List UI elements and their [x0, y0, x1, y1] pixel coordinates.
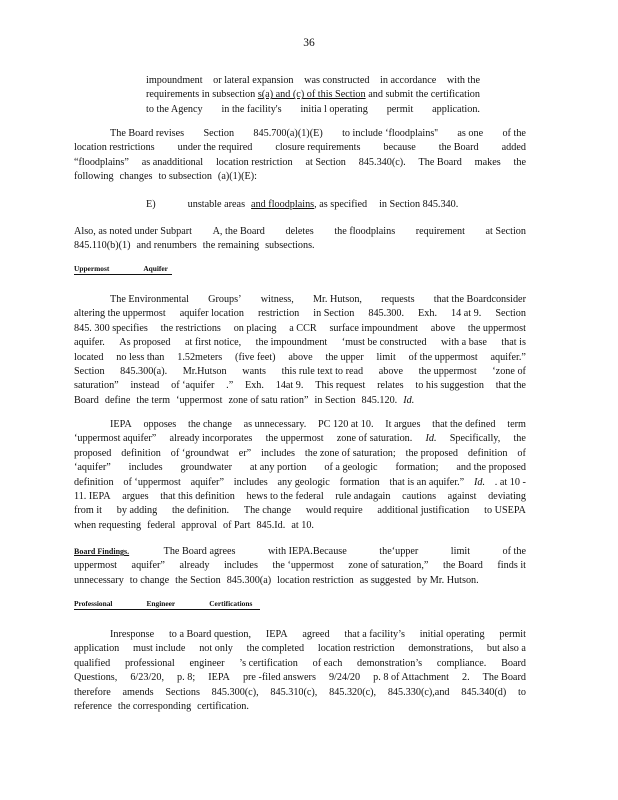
- text-line: [74, 307, 526, 321]
- text-segment: of each: [312, 657, 343, 669]
- text-segment: the Board: [438, 142, 479, 154]
- text-segment: already incorporates: [169, 433, 253, 445]
- text-segment: IEPA: [265, 629, 288, 640]
- text-segment: the restrictions: [160, 322, 221, 334]
- paragraph-board-findings: [74, 545, 526, 588]
- text-segment: the upper: [325, 351, 364, 363]
- text-line: [74, 476, 526, 490]
- text-segment: altering the uppermost: [74, 308, 166, 320]
- text-segment: formation;: [395, 462, 439, 474]
- text-segment: “floodplains”: [74, 156, 129, 168]
- heading-word: Certifications: [209, 599, 253, 608]
- text-line: [146, 74, 480, 88]
- text-segment: against: [447, 491, 477, 503]
- text-segment: impoundment: [146, 75, 203, 86]
- text-segment: approval: [181, 519, 217, 531]
- text-segment: The change: [243, 505, 292, 517]
- text-segment: the corresponding: [117, 701, 192, 713]
- text-segment: with a base: [441, 337, 487, 349]
- text-segment: the Board: [442, 560, 483, 572]
- text-segment: deviating: [488, 491, 526, 503]
- heading-uppermost-aquifer: [74, 264, 172, 275]
- text-segment: 11. IEPA: [74, 491, 111, 503]
- text-segment: in Section: [313, 308, 355, 320]
- text-segment: qualified: [74, 657, 111, 669]
- text-segment: the zone of saturation;: [304, 447, 396, 459]
- text-segment: p. 8;: [177, 672, 196, 684]
- text-segment: that is: [501, 337, 526, 349]
- text-segment: cautions: [402, 491, 437, 503]
- text-line: [74, 351, 526, 365]
- text-segment: Exh.: [244, 380, 264, 392]
- text-segment: surface impoundment: [329, 322, 419, 334]
- text-segment: A, the Board: [212, 226, 265, 237]
- text-line: [74, 519, 526, 533]
- text-segment: p. 8 of Attachment: [373, 672, 449, 684]
- text-line: [74, 170, 526, 184]
- text-segment: definition: [74, 476, 114, 488]
- text-line: [74, 156, 526, 170]
- heading-word: Aquifer: [143, 264, 168, 273]
- paragraph-subpart-a: [74, 225, 526, 254]
- heading-word: Professional: [74, 599, 113, 608]
- text-segment: Mr. Hutson,: [313, 294, 362, 305]
- text-segment: demonstrations,: [408, 643, 474, 655]
- text-segment: Groups’: [208, 294, 242, 305]
- text-segment: of a geologic: [324, 462, 378, 474]
- text-segment: The Board: [418, 156, 462, 168]
- text-segment: above: [378, 366, 404, 378]
- text-segment: any geologic: [277, 476, 330, 488]
- text-segment: that is an aquifer.”: [389, 476, 465, 488]
- text-segment: that a facility’s: [344, 629, 405, 640]
- text-segment: This request: [315, 380, 366, 392]
- text-segment: s(a) and (c) of this Section: [257, 89, 366, 101]
- text-segment: the term: [136, 394, 171, 406]
- text-segment: application.: [432, 103, 480, 115]
- text-segment: this rule text to read: [281, 366, 364, 378]
- text-segment: Exh.: [418, 308, 438, 320]
- text-segment: at first notice,: [184, 337, 242, 349]
- text-segment: above: [288, 351, 313, 363]
- text-line: [146, 88, 480, 102]
- heading-word: Engineer: [146, 599, 176, 608]
- text-segment: agreed: [302, 629, 330, 640]
- text-segment: of ‘aquifer: [171, 380, 215, 392]
- text-line: [74, 418, 526, 432]
- text-segment: 845.320(c),: [329, 686, 377, 698]
- text-segment: not only: [199, 643, 233, 655]
- text-segment: deletes: [285, 226, 314, 237]
- text-segment: PC 120 at 10.: [318, 419, 374, 430]
- text-segment: the certification: [415, 89, 480, 101]
- text-segment: to subsection: [158, 171, 212, 183]
- text-segment: includes: [128, 462, 163, 474]
- text-segment: to: [518, 686, 526, 698]
- text-segment: As proposed: [119, 337, 171, 349]
- text-segment: location restriction: [277, 574, 354, 586]
- text-segment: makes: [474, 156, 501, 168]
- text-segment: to the Agency: [146, 103, 203, 115]
- text-line: [74, 293, 526, 307]
- text-segment: the ‘uppermost: [272, 560, 334, 572]
- text-segment: that the Boardconsider: [433, 294, 526, 305]
- text-line: [74, 642, 526, 656]
- text-segment: of the: [502, 546, 526, 557]
- text-segment: 845.300(a): [226, 574, 272, 586]
- list-item-e: [74, 198, 526, 212]
- text-segment: the change: [188, 419, 232, 430]
- text-line: [74, 432, 526, 446]
- text-segment: reference: [74, 701, 112, 713]
- text-segment: located: [74, 351, 104, 363]
- text-line: [74, 574, 526, 588]
- text-segment: aquifer”: [190, 476, 224, 488]
- text-segment: uppermost: [74, 560, 118, 572]
- text-segment: of Part: [223, 519, 251, 531]
- text-segment: added: [501, 142, 526, 154]
- text-segment: Board: [74, 394, 99, 406]
- heading-word: Uppermost: [74, 264, 110, 273]
- text-line: [74, 322, 526, 336]
- text-segment: of the uppermost: [408, 351, 478, 363]
- text-segment: 1.52meters: [177, 351, 223, 363]
- text-segment: Also, as noted under Subpart: [74, 226, 192, 237]
- text-line: [74, 365, 526, 379]
- paragraph-board-revises: [74, 127, 526, 185]
- text-segment: includes: [233, 476, 268, 488]
- text-segment: therefore: [74, 686, 111, 698]
- text-segment: Section: [203, 128, 235, 139]
- text-segment: zone of satu ration”: [228, 394, 309, 406]
- text-segment: in accordance: [380, 75, 437, 86]
- text-segment: the completed: [246, 643, 305, 655]
- text-segment: 14at 9.: [275, 380, 304, 392]
- text-segment: saturation”: [74, 380, 119, 392]
- text-segment: proposed: [74, 447, 112, 459]
- text-segment: aquifer location: [179, 308, 244, 320]
- text-segment: the remaining: [202, 240, 260, 252]
- text-segment: witness,: [260, 294, 294, 305]
- text-segment: Id.: [425, 433, 437, 445]
- text-segment: 845. 300 specifies: [74, 322, 148, 334]
- text-segment: definition: [467, 447, 508, 459]
- text-segment: of the: [502, 128, 526, 139]
- heading-professional-engineer-certifications: [74, 599, 260, 610]
- text-segment: as one: [457, 128, 484, 139]
- item-e-text-end: in Section 845.340.: [379, 199, 459, 210]
- text-segment: amends: [122, 686, 154, 698]
- text-segment: relates: [377, 380, 404, 392]
- text-segment: pre -filed answers: [242, 672, 316, 684]
- text-segment: requirements: [146, 89, 200, 101]
- text-segment: initia l operating: [300, 103, 368, 115]
- text-segment: unnecessary: [74, 574, 124, 586]
- text-segment: 845.340(c).: [358, 156, 406, 168]
- text-segment: in Section: [314, 394, 356, 406]
- text-segment: must include: [133, 643, 186, 655]
- text-segment: wants: [242, 366, 267, 378]
- text-segment: the Section: [175, 574, 221, 586]
- text-segment: location restrictions: [74, 142, 155, 154]
- text-segment: as unnecessary.: [243, 419, 307, 430]
- text-line: [146, 103, 480, 117]
- text-segment: from it: [74, 505, 103, 517]
- text-segment: demonstration’s: [357, 657, 423, 669]
- text-segment: ‘uppermost aquifer”: [74, 433, 157, 445]
- text-segment: Inresponse: [110, 629, 155, 640]
- text-line: [74, 700, 526, 714]
- text-segment: The Board revises: [110, 128, 185, 139]
- text-segment: no less than: [116, 351, 165, 363]
- text-segment: and renumbers: [136, 240, 197, 252]
- text-segment: on placing: [233, 322, 277, 334]
- text-segment: the‘upper: [379, 546, 419, 557]
- text-segment: of ‘uppermost: [123, 476, 181, 488]
- text-segment: ‘aquifer”: [74, 462, 111, 474]
- text-segment: that the: [495, 380, 526, 392]
- text-segment: define: [104, 394, 131, 406]
- text-segment: Id.: [403, 394, 415, 406]
- text-segment: 845.700(a)(1)(E): [253, 128, 323, 139]
- text-segment: additional justification: [377, 505, 470, 517]
- text-segment: of ‘groundwat: [170, 447, 229, 459]
- text-segment: the definition.: [171, 505, 230, 517]
- text-segment: as anadditional: [141, 156, 204, 168]
- text-segment: of: [517, 447, 526, 459]
- text-segment: includes: [261, 447, 295, 459]
- text-segment: engineer: [189, 657, 225, 669]
- text-segment: hews to the federal: [246, 491, 324, 503]
- text-segment: already: [179, 560, 210, 572]
- text-segment: Questions,: [74, 672, 118, 684]
- text-segment: IEPA: [208, 672, 230, 684]
- text-segment: was constructed: [304, 75, 370, 86]
- text-segment: It argues: [385, 419, 421, 430]
- item-e-text: unstable areas: [187, 199, 246, 210]
- text-segment: following: [74, 171, 114, 183]
- text-segment: includes: [223, 560, 258, 572]
- text-segment: Specifically,: [449, 433, 501, 445]
- text-segment: The Environmental: [110, 294, 189, 305]
- text-segment: when requesting: [74, 519, 142, 531]
- text-segment: requirement: [415, 226, 465, 237]
- text-segment: 845.300.: [368, 308, 405, 320]
- text-segment: instead: [130, 380, 160, 392]
- text-segment: Section: [495, 308, 526, 320]
- text-segment: .”: [226, 380, 234, 392]
- text-segment: but also a: [486, 643, 526, 655]
- text-segment: aquifer.”: [490, 351, 526, 363]
- text-segment: permit: [499, 629, 526, 640]
- text-segment: The Board: [482, 672, 526, 684]
- text-segment: to USEPA: [484, 505, 526, 517]
- text-line: [74, 686, 526, 700]
- text-segment: by Mr. Hutson.: [417, 574, 479, 586]
- text-segment: term: [507, 419, 526, 430]
- text-segment: Sections: [165, 686, 200, 698]
- text-segment: with the: [446, 75, 480, 86]
- text-segment: formation: [339, 476, 380, 488]
- text-segment: to change: [129, 574, 170, 586]
- text-segment: closure requirements: [275, 142, 361, 154]
- text-segment: initial operating: [419, 629, 485, 640]
- text-segment: 845.330(c),and: [387, 686, 450, 698]
- text-segment: 845.340(d): [461, 686, 507, 698]
- text-segment: 845.Id.: [256, 519, 286, 531]
- text-segment: ’s certification: [239, 657, 298, 669]
- text-segment: 845.300(a).: [120, 366, 168, 378]
- text-segment: in subsection: [201, 89, 256, 101]
- text-segment: that the defined: [432, 419, 496, 430]
- text-segment: IEPA: [110, 419, 132, 430]
- text-segment: compliance.: [436, 657, 487, 669]
- text-segment: Section: [74, 366, 105, 378]
- text-segment: 6/23/20,: [130, 672, 165, 684]
- paragraph-professional-engineer: [74, 628, 526, 714]
- text-line: [74, 559, 526, 573]
- text-segment: above: [430, 322, 456, 334]
- text-line: [74, 671, 526, 685]
- text-segment: zone of saturation,”: [348, 560, 429, 572]
- text-segment: with IEPA.Because: [267, 546, 347, 557]
- text-segment: definition: [121, 447, 161, 459]
- text-segment: the: [513, 433, 526, 445]
- text-line: [74, 394, 526, 408]
- text-line: [74, 657, 526, 671]
- text-line: [74, 379, 526, 393]
- text-segment: subsections.: [265, 240, 315, 252]
- text-segment: the uppermost: [418, 366, 477, 378]
- text-segment: Id.: [473, 476, 486, 488]
- text-segment: limit: [450, 546, 471, 557]
- text-segment: under the required: [177, 142, 253, 154]
- text-segment: application: [74, 643, 120, 655]
- item-e-text-after: , as specified: [314, 199, 368, 210]
- text-segment: ‘must be constructed: [341, 337, 427, 349]
- text-line: [74, 336, 526, 350]
- text-segment: that this definition: [160, 491, 235, 503]
- text-segment: at 10.: [291, 519, 314, 531]
- text-segment: 9/24/20: [328, 672, 361, 684]
- text-line: [74, 628, 526, 642]
- text-segment: at Section: [305, 156, 346, 168]
- text-segment: The Board agrees: [163, 546, 236, 557]
- text-segment: because: [383, 142, 416, 154]
- text-segment: professional: [124, 657, 175, 669]
- text-segment: groundwater: [180, 462, 232, 474]
- text-segment: or lateral expansion: [213, 75, 294, 86]
- text-segment: to include ‘floodplains'': [342, 128, 438, 139]
- text-segment: 845.300(c),: [211, 686, 259, 698]
- text-segment: would require: [305, 505, 363, 517]
- text-segment: finds it: [497, 560, 526, 572]
- text-segment: restriction: [257, 308, 300, 320]
- text-segment: location restriction: [215, 156, 293, 168]
- text-line: [74, 490, 526, 504]
- text-line: [74, 504, 526, 518]
- text-segment: aquifer”: [131, 560, 165, 572]
- item-e-label: E): [146, 199, 156, 210]
- text-line: [74, 447, 526, 461]
- text-segment: at Section: [485, 226, 526, 237]
- text-line: [74, 127, 526, 141]
- text-segment: ‘zone of: [492, 366, 526, 378]
- text-segment: 14 at 9.: [451, 308, 482, 320]
- text-line: [74, 141, 526, 155]
- text-segment: 845.310(c),: [270, 686, 318, 698]
- text-segment: zone of saturation.: [336, 433, 413, 445]
- text-segment: limit: [376, 351, 396, 363]
- text-segment: requests: [381, 294, 415, 305]
- page-number: 36: [303, 37, 315, 49]
- text-segment: in the facility's: [221, 103, 282, 115]
- text-segment: . at 10 -: [494, 476, 526, 488]
- text-segment: at any portion: [249, 462, 307, 474]
- text-line: [74, 225, 526, 239]
- text-segment: to a Board question,: [168, 629, 252, 640]
- text-segment: the impoundment: [255, 337, 328, 349]
- paragraph-continuation: [146, 74, 480, 117]
- text-segment: 845.120.: [361, 394, 398, 406]
- text-segment: 2.: [461, 672, 470, 684]
- paragraph-iepa-opposes: [74, 418, 526, 533]
- text-segment: aquifer.: [74, 337, 105, 349]
- text-segment: and the proposed: [456, 462, 526, 474]
- text-segment: the floodplains: [334, 226, 396, 237]
- text-segment: the proposed: [405, 447, 458, 459]
- text-segment: and submit: [368, 89, 414, 101]
- text-segment: ‘uppermost: [176, 394, 223, 406]
- text-segment: by adding: [116, 505, 158, 517]
- text-segment: the uppermost: [265, 433, 324, 445]
- text-segment: to his suggestion: [415, 380, 484, 392]
- text-line: [74, 461, 526, 475]
- text-segment: a CCR: [289, 322, 317, 334]
- board-findings-heading: Board Findings.: [74, 547, 130, 556]
- text-segment: location restriction: [317, 643, 395, 655]
- paragraph-environmental-groups: [74, 293, 526, 408]
- text-segment: (a)(1)(E):: [217, 171, 257, 183]
- text-segment: opposes: [143, 419, 177, 430]
- text-line: [74, 239, 526, 253]
- text-segment: Mr.Hutson: [182, 366, 227, 378]
- item-e-underlined: and floodplains: [251, 199, 315, 210]
- text-segment: er”: [238, 447, 252, 459]
- text-segment: argues: [122, 491, 149, 503]
- text-segment: (five feet): [235, 351, 276, 363]
- text-segment: certification.: [197, 701, 249, 713]
- text-segment: the uppermost: [467, 322, 526, 334]
- text-segment: changes: [119, 171, 153, 183]
- text-segment: 845.110(b)(1): [74, 240, 131, 252]
- text-segment: Board: [501, 657, 526, 669]
- text-segment: permit: [386, 103, 414, 115]
- text-line: [74, 545, 526, 559]
- text-segment: as suggested: [359, 574, 411, 586]
- text-segment: rule andagain: [335, 491, 391, 503]
- text-segment: federal: [147, 519, 176, 531]
- text-segment: the: [513, 156, 526, 168]
